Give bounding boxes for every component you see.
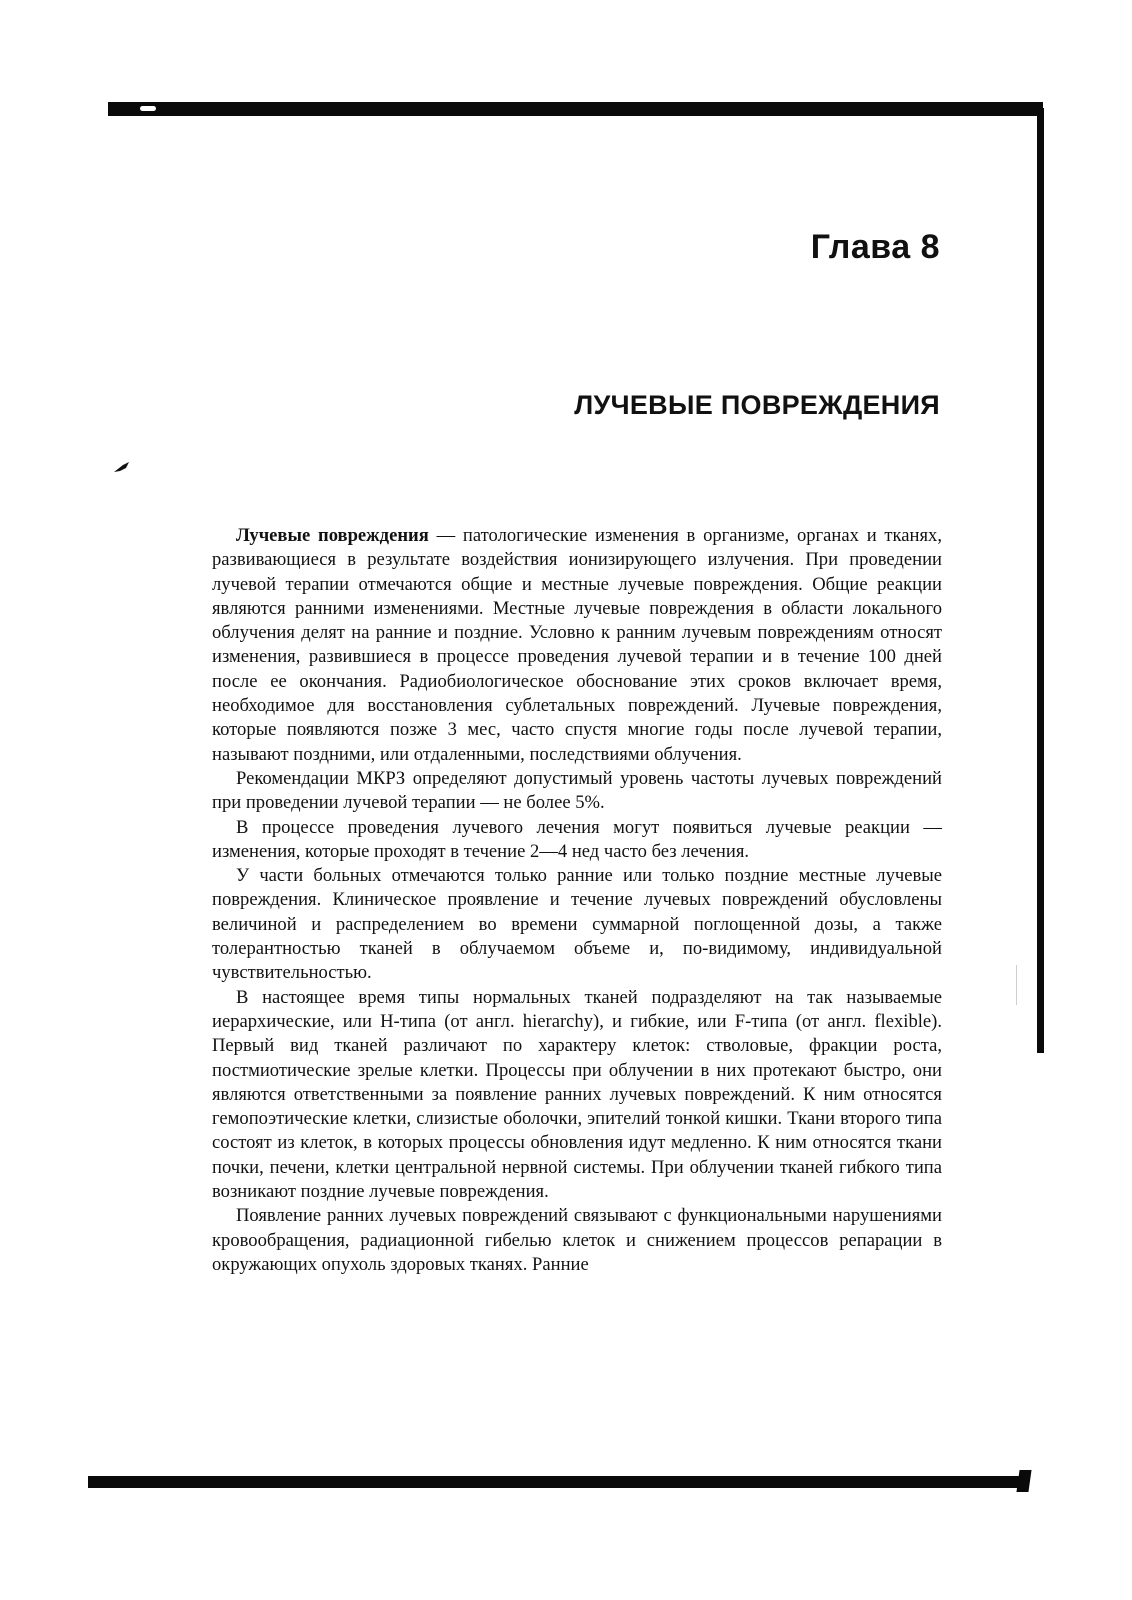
bottom-rule-end [1016, 1470, 1031, 1492]
top-border-rule [108, 102, 1043, 116]
right-border-rule [1037, 108, 1044, 1053]
paragraph-6: Появление ранних лучевых повреждений связывают с функциональными нарушениями кровообращения, радиационной гибелью клеток и снижением процессов репарации в окружающих опухоль здоровых тканях. Ранние [212, 1205, 942, 1275]
chapter-body [212, 524, 942, 1277]
paragraph-5: В настоящее время типы нормальных тканей подразделяют на так называемые иерархические, или Н-типа (от англ. hierarchy), и гибкие, или F-типа (от англ. flexible). Первый вид тканей различают по характеру клеток: стволовые, фракции роста, постмиотические зрелые клетки. Процессы при облучении в них протекают быстро, они являются ответственными за появление ранних лучевых повреждений. К ним относятся гемопоэтические клетки, слизистые оболочки, эпителий тонкой кишки. Ткани второго типа состоят из клеток, в которых процессы обновления идут медленно. К ним относятся ткани почки, печени, клетки центральной нервной системы. При облучении тканей гибкого типа возникают поздние лучевые повреждения. [212, 986, 942, 1203]
paragraph-4: У части больных отмечаются только ранние или только поздние местные лучевые повреждения. Клиническое проявление и течение лучевых повреждений обусловлены величиной и распределением во времени суммарной поглощенной дозы, а также толерантностью тканей в облучаемом объеме и, по-видимому, индивидуальной чувствительностью. [212, 865, 942, 984]
bottom-border-rule [88, 1476, 1028, 1488]
paragraph-3: В процессе проведения лучевого лечения могут появиться лучевые реакции — изменения, которые проходят в течение 2—4 нед часто без лечения. [212, 816, 942, 862]
scan-artifact [140, 106, 156, 111]
paragraph-1-text: — патологические изменения в организме, органах и тканях, развивающиеся в результате воздействия ионизирующего излучения. При проведении лучевой терапии отмечаются общие и местные лучевые повреждения. Общие реакции являются ранними изменениями. Местные лучевые повреждения в области локального облучения делят на ранние и поздние. Условно к ранним лучевым повреждениям относят изменения, развившиеся в процессе проведения лучевой терапии и в течение 100 дней после ее окончания. Радиобиологическое обоснование этих сроков включает время, необходимое для восстановления сублетальных повреждений. Лучевые повреждения, которые появляются позже 3 мес, часто спустя многие годы после лучевой терапии, называют поздними, или отдаленными, последствиями облучения. [212, 525, 942, 765]
defined-term: Лучевые повреждения [236, 525, 429, 546]
margin-mark-icon [114, 462, 130, 473]
scan-artifact-line [1016, 965, 1017, 1005]
paragraph-1 [212, 524, 942, 767]
paragraph-2: Рекомендации МКРЗ определяют допустимый уровень частоты лучевых повреждений при проведении лучевой терапии — не более 5%. [212, 767, 942, 814]
chapter-number: Глава 8 [810, 228, 940, 266]
chapter-title: ЛУЧЕВЫЕ ПОВРЕЖДЕНИЯ [574, 390, 940, 420]
